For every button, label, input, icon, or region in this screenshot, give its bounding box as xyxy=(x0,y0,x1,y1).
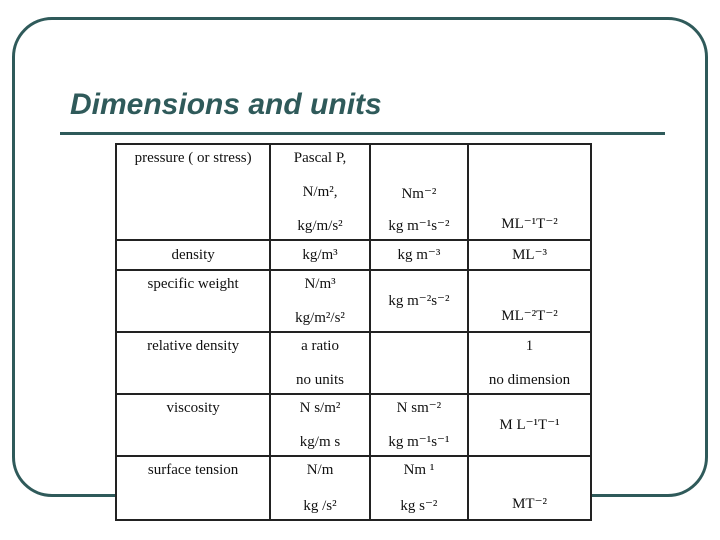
dimension-specific-weight: ML⁻²T⁻² xyxy=(501,308,558,324)
table-row xyxy=(116,332,591,394)
unit-line: N/m², xyxy=(302,184,338,200)
title-underline xyxy=(60,132,665,135)
unit-line: kg/m/s² xyxy=(297,218,343,234)
slide-title: Dimensions and units xyxy=(70,88,382,121)
table-row xyxy=(116,144,591,240)
si-line: kg m⁻³ xyxy=(397,247,441,263)
si-line: kg m⁻²s⁻² xyxy=(388,293,450,309)
units-table xyxy=(115,143,592,521)
dimension-pressure: ML⁻¹T⁻² xyxy=(501,216,558,232)
unit-line: N/m³ xyxy=(304,276,336,292)
quantity-density: density xyxy=(171,247,215,263)
unit-line: N/m xyxy=(306,462,334,478)
dimension-surface-tension: MT⁻² xyxy=(512,496,547,512)
table-row xyxy=(116,270,591,332)
unit-line: kg /s² xyxy=(303,498,337,514)
si-line: kg m⁻¹s⁻¹ xyxy=(388,434,450,450)
si-line: Nm⁻² xyxy=(401,186,437,202)
dimension-density: ML⁻³ xyxy=(512,247,547,263)
si-line: kg s⁻² xyxy=(400,498,438,514)
quantity-viscosity: viscosity xyxy=(166,400,220,416)
quantity-specific-weight: specific weight xyxy=(147,276,239,292)
quantity-surface-tension: surface tension xyxy=(147,462,239,478)
quantity-pressure: pressure ( or stress) xyxy=(134,150,252,166)
si-line: kg m⁻¹s⁻² xyxy=(388,218,450,234)
unit-line: N s/m² xyxy=(299,400,341,416)
si-line: N sm⁻² xyxy=(396,400,442,416)
table-row xyxy=(116,456,591,520)
unit-line: kg/m s xyxy=(299,434,341,450)
si-line: Nm ¹ xyxy=(403,462,435,478)
unit-line: no units xyxy=(296,372,344,388)
unit-line: kg/m³ xyxy=(302,247,338,263)
quantity-relative-density: relative density xyxy=(147,338,240,354)
unit-line: kg/m²/s² xyxy=(295,310,345,326)
table-row xyxy=(116,394,591,456)
table-row xyxy=(116,240,591,270)
unit-line: a ratio xyxy=(301,338,339,354)
dimension-relative-density: 1 xyxy=(525,338,534,354)
unit-line: Pascal P, xyxy=(293,150,347,166)
dimension-relative-density-note: no dimension xyxy=(488,372,571,388)
dimension-viscosity: M L⁻¹T⁻¹ xyxy=(499,417,560,433)
